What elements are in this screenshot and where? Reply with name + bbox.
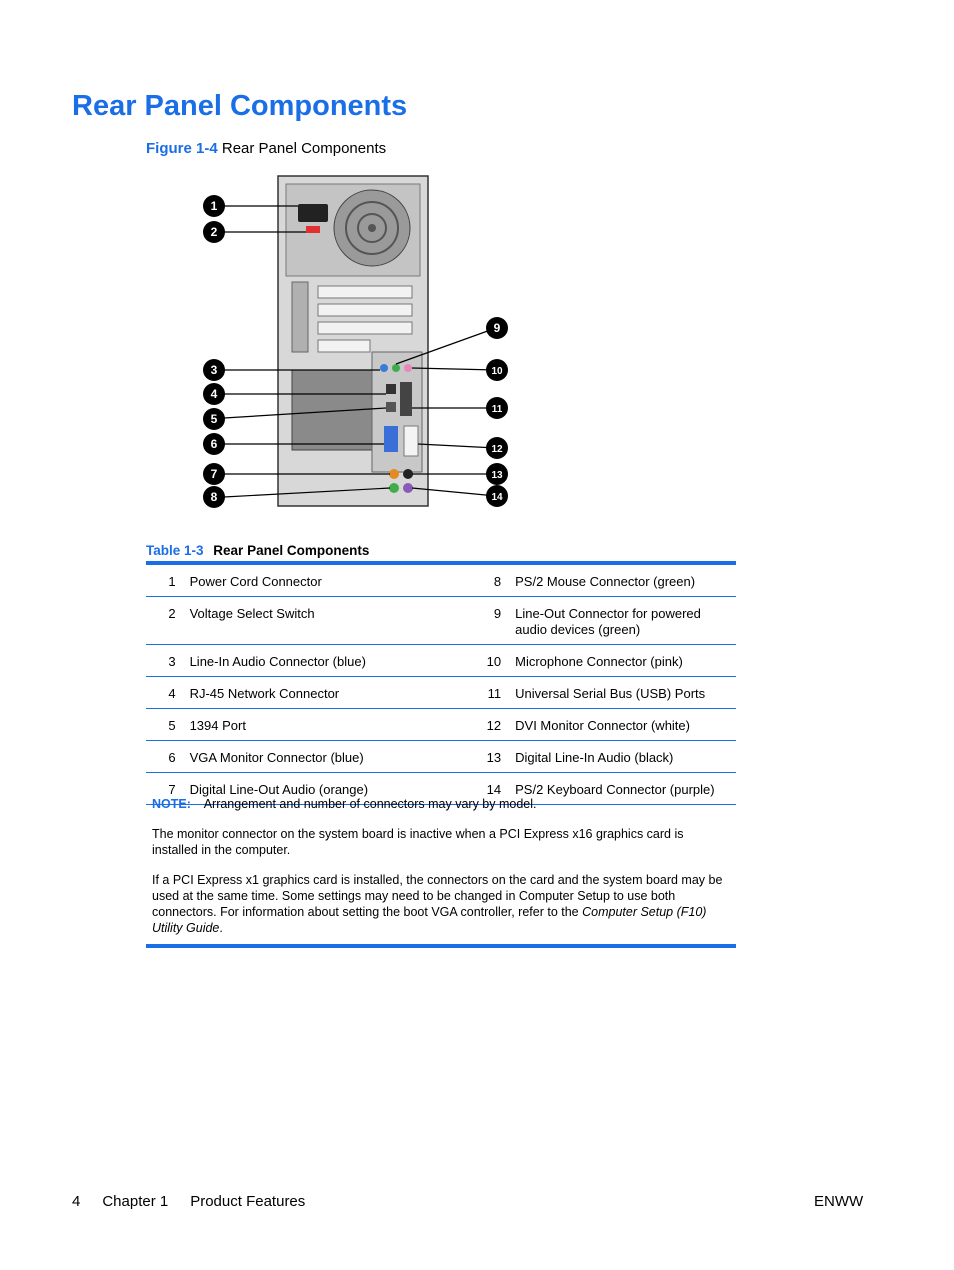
line-out-jack xyxy=(392,364,400,372)
table-row xyxy=(146,645,736,677)
item-number: 13 xyxy=(486,750,502,765)
footer-right: ENWW xyxy=(814,1193,864,1210)
slot-cover-2 xyxy=(318,304,412,316)
table-caption xyxy=(146,543,369,558)
callout-3: 3 xyxy=(210,363,218,377)
side-latch xyxy=(292,282,308,352)
page-title: Rear Panel Components xyxy=(72,90,408,122)
item-number: 3 xyxy=(168,654,176,669)
item-description: DVI Monitor Connector (white) xyxy=(515,718,690,733)
item-description: Universal Serial Bus (USB) Ports xyxy=(515,686,706,701)
item-number: 4 xyxy=(168,686,176,701)
item-description: Line-Out Connector for powered audio devices (green) xyxy=(515,606,701,637)
port-1394 xyxy=(386,402,396,412)
item-number: 11 xyxy=(487,686,502,701)
digital-out-jack xyxy=(389,469,399,479)
item-description: VGA Monitor Connector (blue) xyxy=(189,750,364,765)
callout-6: 6 xyxy=(210,437,218,451)
chapter-label: Chapter 1 xyxy=(102,1193,169,1210)
table-row xyxy=(146,597,736,645)
figure-caption xyxy=(146,140,386,157)
item-description: Voltage Select Switch xyxy=(189,606,315,621)
power-cord-connector xyxy=(298,204,328,222)
item-number: 1 xyxy=(168,574,176,589)
note xyxy=(146,790,736,812)
callout-14: 14 xyxy=(491,492,503,503)
item-description: Digital Line-Out Audio (orange) xyxy=(189,782,369,797)
item-number: 2 xyxy=(168,606,176,621)
chapter-title: Product Features xyxy=(190,1193,306,1210)
slot-cover-4 xyxy=(318,340,370,352)
item-description: 1394 Port xyxy=(189,718,246,733)
item-description: Digital Line-In Audio (black) xyxy=(515,750,674,765)
usb-ports xyxy=(400,382,412,416)
callout-5: 5 xyxy=(210,412,218,426)
figure-caption-text: Rear Panel Components xyxy=(221,140,387,157)
callout-1: 1 xyxy=(210,199,218,213)
utility-guide-title: Computer Setup (F10) Utility Guide xyxy=(152,905,707,935)
note-paragraph-2-text: If a PCI Express x1 graphics card is installed, the connectors on the card and the system board may be used at the same time. Some settings may need to be changed in Computer Setup to use both connectors. For information about setting the boot VGA controller, refer to the xyxy=(152,873,723,919)
note-text: Arrangement and number of connectors may vary by model. xyxy=(203,797,537,811)
note-paragraph-2 xyxy=(146,858,736,936)
item-description: Line-In Audio Connector (blue) xyxy=(189,654,366,669)
components-table xyxy=(146,561,736,805)
table-row xyxy=(146,709,736,741)
page-number: 4 xyxy=(72,1193,81,1210)
vga-port xyxy=(384,426,398,452)
item-number: 6 xyxy=(168,750,176,765)
table-row xyxy=(146,741,736,773)
item-description: PS/2 Keyboard Connector (purple) xyxy=(515,782,715,797)
item-number: 10 xyxy=(486,654,502,669)
table-caption-text: Rear Panel Components xyxy=(213,543,370,558)
item-number: 9 xyxy=(493,606,502,621)
callout-11: 11 xyxy=(491,404,503,415)
callout-4: 4 xyxy=(210,387,218,401)
voltage-select-switch xyxy=(306,226,320,233)
callout-10: 10 xyxy=(491,366,503,377)
note-paragraph-1: The monitor connector on the system board is inactive when a PCI Express x16 graphics card is installed in the computer. xyxy=(152,827,684,857)
figure-caption-label: Figure 1-4 xyxy=(146,140,218,157)
item-number: 8 xyxy=(493,574,502,589)
callout-7: 7 xyxy=(210,467,218,481)
item-description: Microphone Connector (pink) xyxy=(515,654,683,669)
item-number: 14 xyxy=(486,782,502,797)
ps2-keyboard-port xyxy=(403,483,413,493)
item-description: Power Cord Connector xyxy=(189,574,322,589)
item-description: PS/2 Mouse Connector (green) xyxy=(515,574,696,589)
rj45-port xyxy=(386,384,396,394)
digital-in-jack xyxy=(403,469,413,479)
slot-cover-1 xyxy=(318,286,412,298)
ps2-mouse-port xyxy=(389,483,399,493)
note-label: NOTE: xyxy=(152,797,191,811)
callout-12: 12 xyxy=(491,444,503,455)
table-row xyxy=(146,677,736,709)
callout-9: 9 xyxy=(493,321,501,335)
rear-panel-figure xyxy=(200,170,520,515)
footer-left xyxy=(72,1193,305,1210)
table-caption-label: Table 1-3 xyxy=(146,543,204,558)
item-description: RJ-45 Network Connector xyxy=(189,686,340,701)
callout-2: 2 xyxy=(210,225,218,239)
mic-jack xyxy=(404,364,412,372)
line-in-jack xyxy=(380,364,388,372)
item-number: 7 xyxy=(168,782,176,797)
item-number: 12 xyxy=(486,718,502,733)
item-number: 5 xyxy=(168,718,176,733)
table-notes xyxy=(146,790,736,948)
callout-8: 8 xyxy=(210,490,218,504)
dvi-port xyxy=(404,426,418,456)
slot-cover-3 xyxy=(318,322,412,334)
callout-13: 13 xyxy=(491,470,503,481)
table-row xyxy=(146,565,736,597)
note-paragraph-2-end: . xyxy=(219,921,223,935)
